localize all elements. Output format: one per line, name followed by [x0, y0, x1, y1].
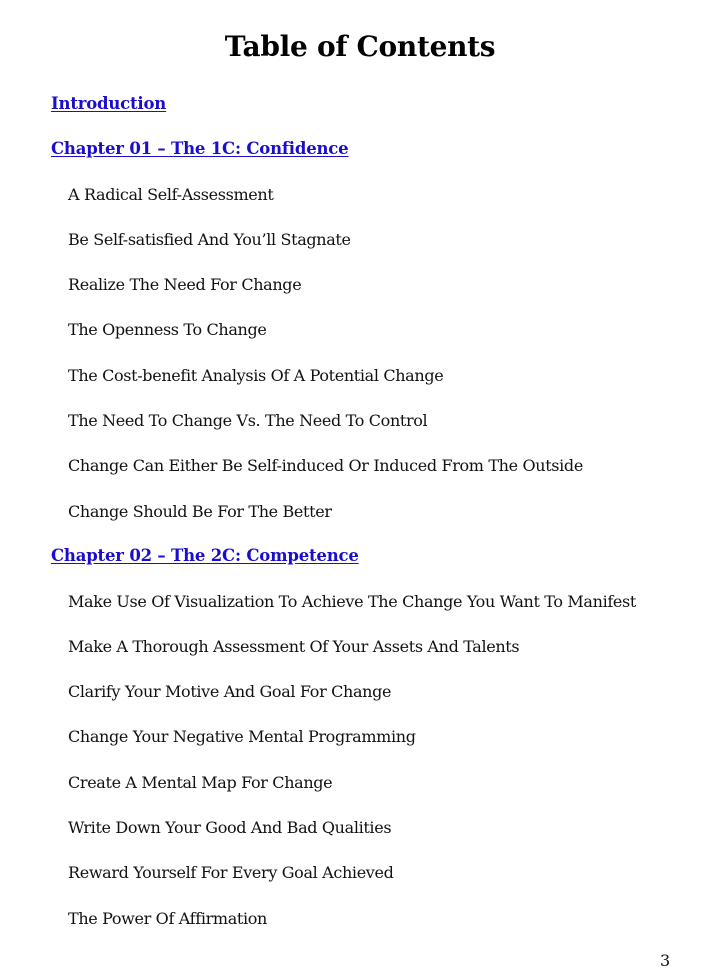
- page-title: Table of Contents: [224, 30, 496, 63]
- toc-link-chapter-01[interactable]: Chapter 01 – The 1C: Confidence: [51, 139, 349, 158]
- toc-link-chapter-02[interactable]: Chapter 02 – The 2C: Competence: [51, 546, 359, 565]
- toc-section-item: The Cost-benefit Analysis Of A Potential Change: [68, 366, 444, 385]
- toc-section-item: Change Your Negative Mental Programming: [68, 727, 416, 746]
- toc-section-item: Write Down Your Good And Bad Qualities: [68, 818, 392, 837]
- toc-section-item: The Openness To Change: [68, 320, 267, 339]
- toc-section-item: Realize The Need For Change: [68, 275, 302, 294]
- toc-section-item: Clarify Your Motive And Goal For Change: [68, 682, 392, 701]
- toc-section-item: The Need To Change Vs. The Need To Control: [68, 411, 428, 430]
- toc-section-item: Change Can Either Be Self-induced Or Induced From The Outside: [68, 456, 583, 475]
- toc-section-item: A Radical Self-Assessment: [68, 185, 274, 204]
- toc-section-item: Create A Mental Map For Change: [68, 773, 333, 792]
- toc-link-introduction[interactable]: Introduction: [51, 94, 167, 113]
- toc-section-item: Change Should Be For The Better: [68, 502, 332, 521]
- toc-section-item: The Power Of Affirmation: [68, 909, 267, 928]
- toc-section-item: Make Use Of Visualization To Achieve The Change You Want To Manifest: [68, 592, 636, 611]
- toc-section-item: Be Self-satisfied And You’ll Stagnate: [68, 230, 351, 249]
- toc-section-item: Reward Yourself For Every Goal Achieved: [68, 863, 394, 882]
- toc-section-item: Make A Thorough Assessment Of Your Assets And Talents: [68, 637, 520, 656]
- page-number: 3: [660, 951, 671, 970]
